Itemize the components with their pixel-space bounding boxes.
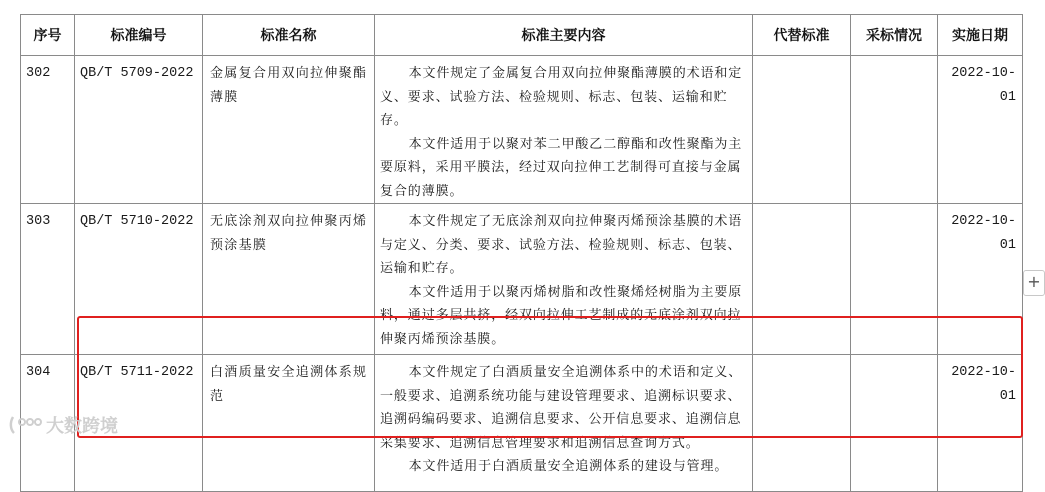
- row-content-p2: 本文件适用于白酒质量安全追溯体系的建设与管理。: [408, 459, 729, 474]
- row-no: 302: [21, 56, 75, 204]
- row-date: 2022-10-01: [938, 56, 1023, 204]
- standards-table: [20, 14, 1023, 492]
- row-code: QB/T 5711-2022: [75, 355, 203, 492]
- row-code: QB/T 5710-2022: [75, 204, 203, 355]
- add-row-button[interactable]: [1023, 270, 1045, 296]
- row-name: 白酒质量安全追溯体系规范: [203, 355, 375, 492]
- plus-icon: +: [1027, 272, 1041, 291]
- watermark-text: 大数跨境: [46, 416, 118, 437]
- row-content-p2: 本文件适用于以聚对苯二甲酸乙二醇酯和改性聚酯为主要原料，采用平膜法，经过双向拉伸工艺制得可直接与金属复合的薄膜。: [380, 136, 743, 199]
- row-content-p1: 本文件规定了白酒质量安全追溯体系中的术语和定义、一般要求、追溯系统功能与建设管理要求、追溯标识要求、追溯码编码要求、追溯信息要求、公开信息要求、追溯信息采集要求、追溯信息管理要求和追溯信息查询方式。: [380, 365, 743, 451]
- row-adoption: [851, 56, 938, 204]
- watermark: [8, 410, 118, 440]
- row-name: 无底涂剂双向拉伸聚丙烯预涂基膜: [203, 204, 375, 355]
- header-date: 实施日期: [938, 15, 1023, 56]
- row-content: [375, 204, 753, 355]
- row-content: [375, 56, 753, 204]
- table-row: [21, 355, 1023, 492]
- table-header-row: [21, 15, 1023, 56]
- row-replaces: [753, 204, 851, 355]
- row-content-p2: 本文件适用于以聚丙烯树脂和改性聚烯烃树脂为主要原料，通过多层共挤，经双向拉伸工艺制成的无底涂剂双向拉伸聚丙烯预涂基膜。: [380, 284, 743, 347]
- header-name: 标准名称: [203, 15, 375, 56]
- row-date: 2022-10-01: [938, 355, 1023, 492]
- header-no: 序号: [21, 15, 75, 56]
- row-date: 2022-10-01: [938, 204, 1023, 355]
- row-adoption: [851, 204, 938, 355]
- row-content: [375, 355, 753, 492]
- header-content: 标准主要内容: [375, 15, 753, 56]
- row-name: 金属复合用双向拉伸聚酯薄膜: [203, 56, 375, 204]
- row-no: 304: [21, 355, 75, 492]
- row-content-p1: 本文件规定了金属复合用双向拉伸聚酯薄膜的术语和定义、要求、试验方法、检验规则、标志、包装、运输和贮存。: [380, 66, 743, 128]
- row-replaces: [753, 355, 851, 492]
- table-row: [21, 204, 1023, 355]
- header-replaces: 代替标准: [753, 15, 851, 56]
- row-content-p1: 本文件规定了无底涂剂双向拉伸聚丙烯预涂基膜的术语与定义、分类、要求、试验方法、检验规则、标志、包装、运输和贮存。: [380, 214, 743, 276]
- row-adoption: [851, 355, 938, 492]
- header-code: 标准编号: [75, 15, 203, 56]
- table-row: [21, 56, 1023, 204]
- row-code: QB/T 5709-2022: [75, 56, 203, 204]
- header-adoption: 采标情况: [851, 15, 938, 56]
- row-no: 303: [21, 204, 75, 355]
- row-replaces: [753, 56, 851, 204]
- watermark-logo-icon: [8, 414, 42, 436]
